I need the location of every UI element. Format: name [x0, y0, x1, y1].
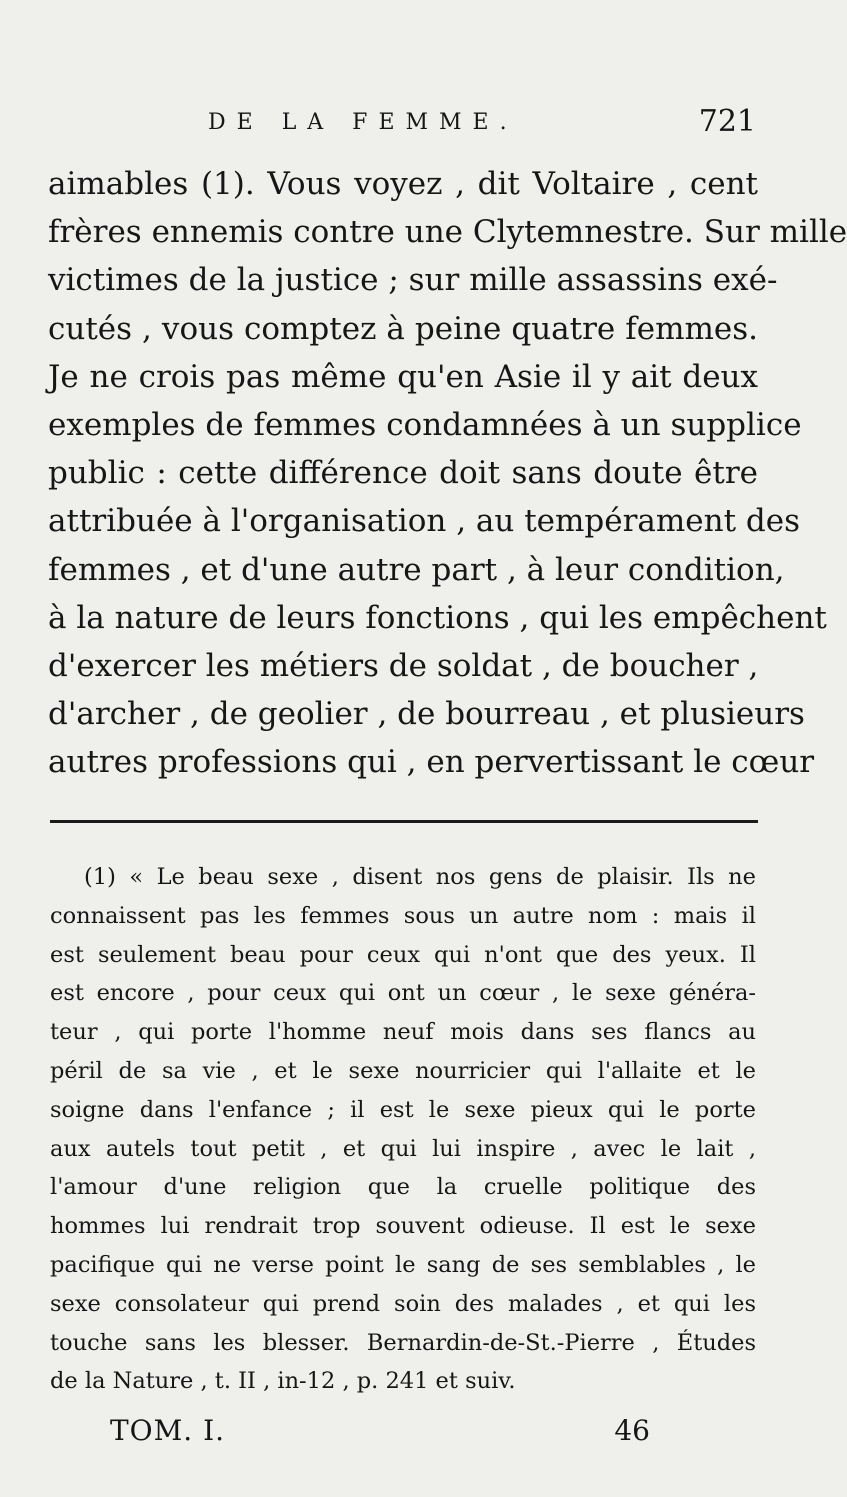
- footnote-line: pacifique qui ne verse point le sang de ses semblables , le: [50, 1251, 756, 1278]
- footnote-line: teur , qui porte l'homme neuf mois dans ses flancs au: [50, 1019, 756, 1046]
- footnote-line: soigne dans l'enfance ; il est le sexe pieux qui le porte: [50, 1096, 756, 1123]
- body-line: attribuée à l'organisation , au tempérament des: [48, 503, 801, 540]
- footnote-line: aux autels tout petit , et qui lui inspire , avec le lait ,: [50, 1135, 756, 1162]
- footnote: [50, 858, 756, 1401]
- page-footer: [110, 1414, 650, 1464]
- footnote-line: (1) « Le beau sexe , disent nos gens de plaisir. Ils ne: [84, 864, 756, 890]
- body-line: femmes , et d'une autre part , à leur condition,: [48, 551, 785, 588]
- page-number: 721: [698, 104, 756, 139]
- footnote-line: hommes lui rendrait trop souvent odieuse. Il est le sexe: [50, 1213, 756, 1240]
- body-text: [48, 160, 847, 786]
- footnote-line: touche sans les blesser. Bernardin-de-St.-Pierre , Études: [50, 1329, 756, 1356]
- footnote-line: de la Nature , t. II , in-12 , p. 241 et suiv.: [50, 1368, 516, 1395]
- volume-signature: TOM. I.: [110, 1414, 226, 1447]
- footnote-line: est encore , pour ceux qui ont un cœur , le sexe généra-: [50, 980, 756, 1007]
- footnote-line: est seulement beau pour ceux qui n'ont que des yeux. Il: [50, 941, 756, 968]
- body-line: victimes de la justice ; sur mille assassins exé-: [48, 262, 778, 299]
- body-line: public : cette différence doit sans doute être: [48, 455, 758, 492]
- body-line: aimables (1). Vous voyez , dit Voltaire , cent: [48, 166, 758, 202]
- body-line: cutés , vous comptez à peine quatre femmes.: [48, 310, 758, 347]
- body-line: à la nature de leurs fonctions , qui les empêchent: [48, 599, 827, 636]
- body-line: frères ennemis contre une Clytemnestre. Sur mille: [48, 214, 847, 251]
- footnote-line: sexe consolateur qui prend soin des malades , et qui les: [50, 1290, 756, 1317]
- body-line: Je ne crois pas même qu'en Asie il y ait deux: [48, 358, 758, 395]
- footnote-line: péril de sa vie , et le sexe nourricier qui l'allaite et le: [50, 1057, 756, 1084]
- footnote-separator-rule: [50, 820, 758, 823]
- signature-number: 46: [614, 1414, 650, 1447]
- body-line: d'archer , de geolier , de bourreau , et plusieurs: [48, 696, 805, 733]
- body-line: d'exercer les métiers de soldat , de boucher ,: [48, 647, 759, 684]
- running-title: DE LA FEMME.: [208, 110, 518, 135]
- body-line: exemples de femmes condamnées à un supplice: [48, 406, 802, 443]
- footnote-line: connaissent pas les femmes sous un autre nom : mais il: [50, 902, 756, 929]
- page-header: [48, 104, 760, 144]
- footnote-line: l'amour d'une religion que la cruelle politique des: [50, 1174, 756, 1201]
- body-line: autres professions qui , en pervertissant le cœur: [48, 744, 815, 781]
